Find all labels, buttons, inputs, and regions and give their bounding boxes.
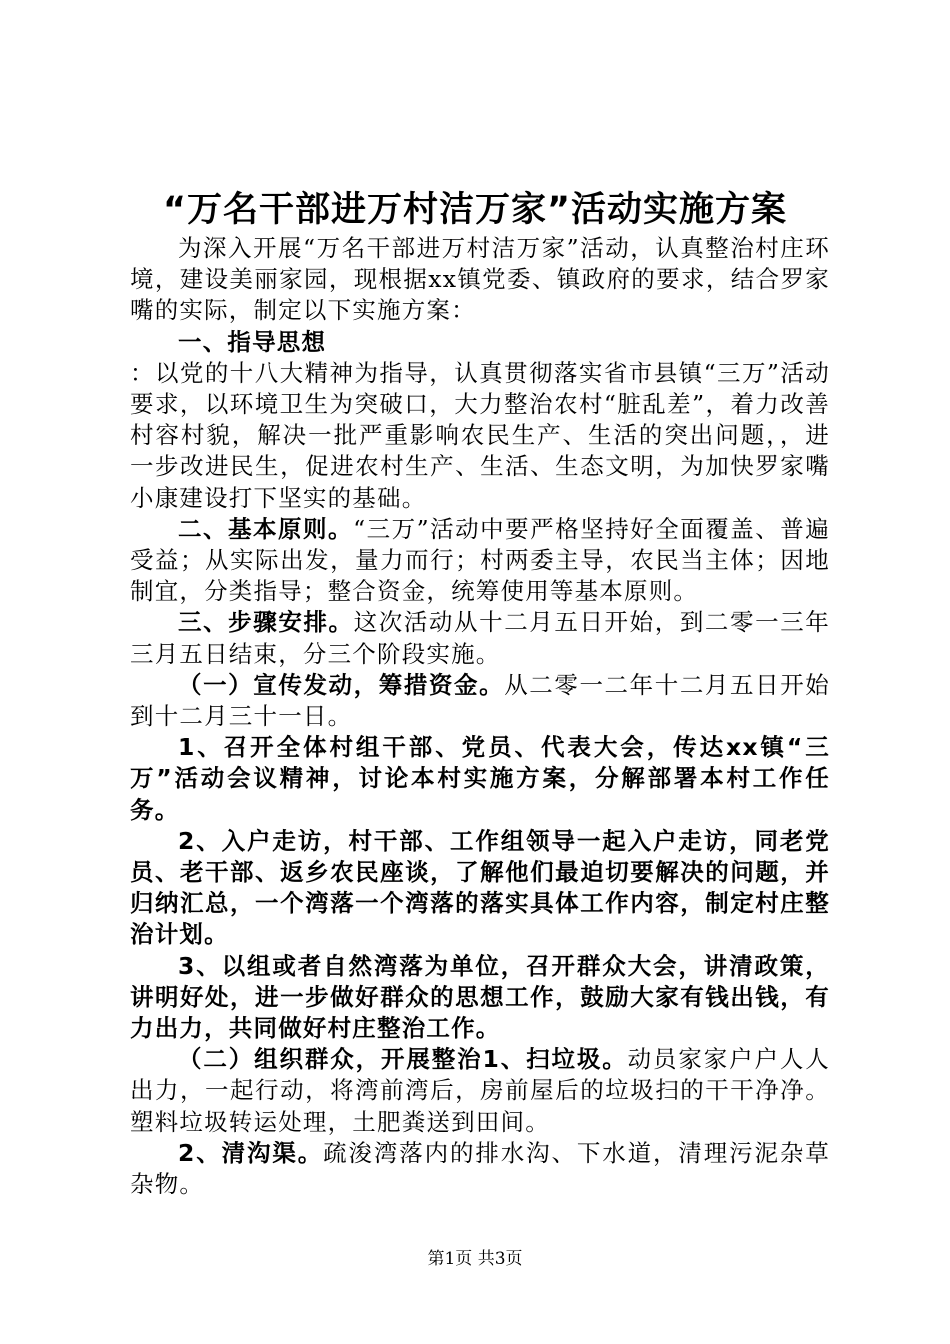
ditch-item-heading: 2、清沟渠。 (178, 1138, 324, 1167)
phase-2-body: 动员家家户户人人出力，一起行动，将湾前湾后，房前屋后的垃圾扫的干干净净。塑料垃圾转运处理，土肥粪送到田间。 (130, 1045, 830, 1136)
section-3-heading: 三、步骤安排。 (178, 608, 354, 637)
section-2-heading: 二、基本原则。 (178, 514, 354, 543)
section-3-body: 这次活动从十二月五日开始，到二零一三年三月五日结束，分三个阶段实施。 (130, 608, 830, 668)
phase-1-heading: （一）宣传发动，筹措资金。 (178, 670, 505, 699)
intro-paragraph: 为深入开展“万名干部进万村洁万家”活动，认真整治村庄环境，建设美丽家园，现根据xx镇党委、镇政府的要求，结合罗家嘴的实际，制定以下实施方案： (130, 234, 830, 325)
section-3-paragraph (130, 607, 830, 669)
section-1-body: ：以党的十八大精神为指导，认真贯彻落实省市县镇“三万”活动要求，以环境卫生为突破口，大力整治农村“脏乱差”，着力改善村容村貌，解决一批严重影响农民生产、生活的突出问题，，进一步改进民生，促进农村生产、生活、生态文明，为加快罗家嘴小康建设打下坚实的基础。 (130, 358, 830, 512)
item-1-paragraph: 1、召开全体村组干部、党员、代表大会，传达xx镇“三万”活动会议精神，讨论本村实施方案，分解部署本村工作任务。 (130, 733, 830, 824)
document-body (130, 233, 830, 1200)
item-2-paragraph: 2、入户走访，村干部、工作组领导一起入户走访，同老党员、老干部、返乡农民座谈，了解他们最迫切要解决的问题，并归纳汇总，一个湾落一个湾落的落实具体工作内容，制定村庄整治计划。 (130, 826, 830, 949)
ditch-item-body: 疏浚湾落内的排水沟、下水道，清理污泥杂草杂物。 (130, 1138, 830, 1199)
phase-1-body: 从二零一二年十二月五日开始到十二月三十一日。 (130, 670, 830, 731)
ditch-item-paragraph (130, 1138, 830, 1200)
phase-1-paragraph (130, 670, 830, 732)
phase-2-paragraph (130, 1044, 830, 1138)
section-2-body: “三万”活动中要严格坚持好全面覆盖、普遍受益；从实际出发，量力而行；村两委主导，农民当主体；因地制宜，分类指导；整合资金，统筹使用等基本原则。 (130, 514, 830, 606)
document-title: “万名干部进万村洁万家”活动实施方案 (162, 190, 787, 230)
section-1-heading: 一、指导思想 (178, 327, 327, 356)
page-footer: 第1页 共3页 (427, 1249, 523, 1269)
phase-2-heading: （二）组织群众，开展整治1、扫垃圾。 (178, 1045, 628, 1074)
item-3-paragraph: 3、以组或者自然湾落为单位，召开群众大会，讲清政策，讲明好处，进一步做好群众的思想工作，鼓励大家有钱出钱，有力出力，共同做好村庄整治工作。 (130, 951, 830, 1043)
section-2-paragraph (130, 514, 830, 608)
